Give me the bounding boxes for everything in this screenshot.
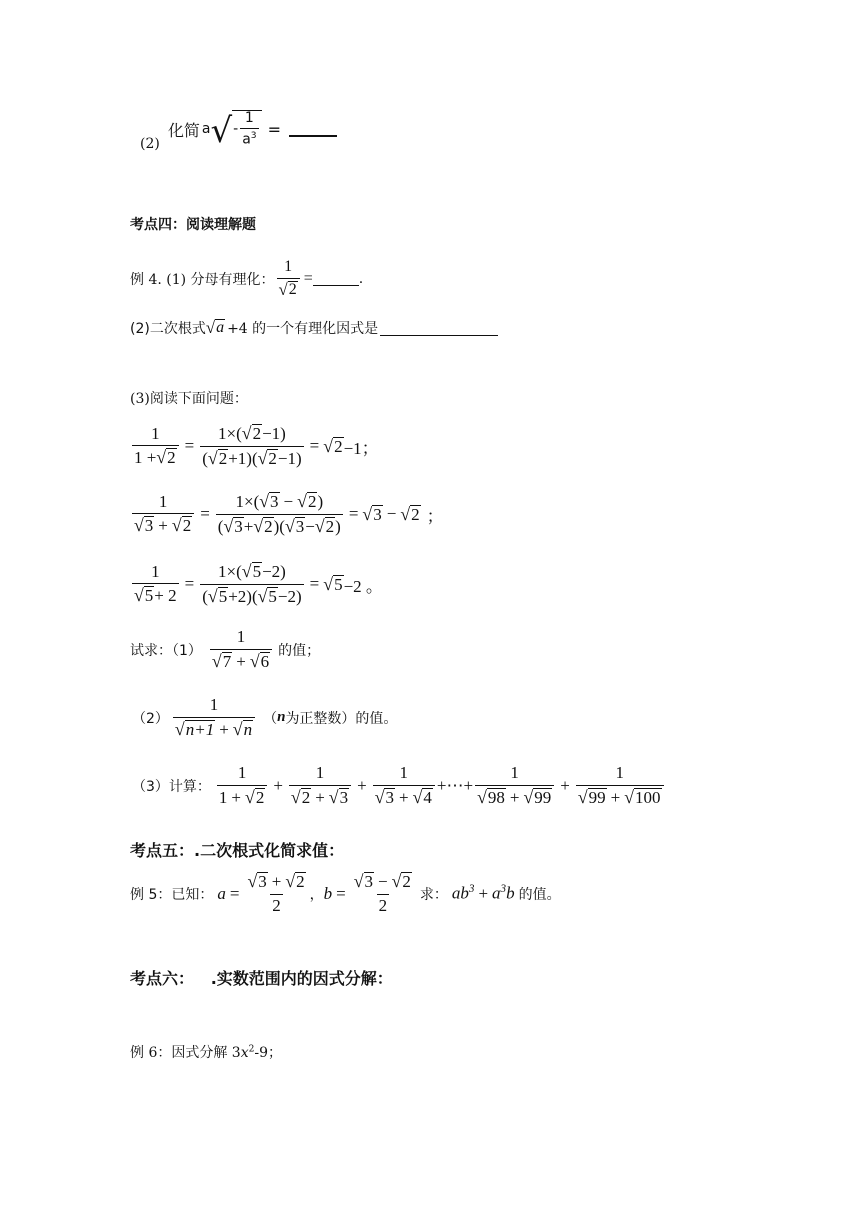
try-part-1: 试求：（1） 1 √ 7 + √ 6 的值； — [130, 627, 321, 671]
fraction-1-over-sqrt2: 1 √ 2 — [277, 258, 300, 299]
eq2-left-fraction: 1 √ 3 + √ 2 — [132, 493, 194, 536]
radical-sign: √ — [210, 111, 233, 152]
section-6-title: 考点六： .实数范围内的因式分解： — [130, 969, 393, 988]
eq3-left-fraction: 1 √ 5 + 2 — [134, 561, 177, 606]
eq1-left-fraction: 1 1 + √ 2 — [132, 425, 179, 468]
radical-expression — [210, 109, 261, 152]
sqrt-a: √ a — [205, 318, 225, 338]
answer-blank[interactable] — [289, 121, 337, 137]
sum-term-98: 1 √ 98 + √ 99 — [475, 764, 554, 807]
example-5: 例 5：已知： a = √ 3 + √ 2 2 ， b = √ 3 − √ 2 2 求： $ab^3 + a^3b$ 的值。 — [130, 871, 561, 915]
eq1-middle-fraction: 1×( √ 2 −1) ( √ 2 +1)( √ 2 −1) — [202, 423, 302, 468]
try-part-3: （3）计算： 1 1 + √ 2 + 1 √ 2 + √ 3 + 1 √ 3 + √ 4 +⋯+ 1 √ 98 + √ 99 + 1 √ 99 + √ 100 — [132, 764, 666, 807]
example-5-label: 例 5：已知： — [130, 886, 214, 903]
fraction-1-over-sqrt7-plus-sqrt6: 1 √ 7 + √ 6 — [210, 628, 272, 671]
eq2-middle-fraction: 1×( √ 3 − √ 2 ) ( √ 3 + √ 2 )( √ 3 − √ 2 ) — [217, 491, 341, 536]
example-4-part-1: 例 4. (1) 分母有理化： 1 √ 2 = . — [130, 258, 364, 299]
reading-equation-1: 1 1 + √ 2 = 1×( √ 2 −1) ( √ 2 +1)( √ 2 −1) = √ 2 −1； — [134, 423, 379, 468]
sum-term-3: 1 √ 3 + √ 4 — [373, 764, 435, 807]
example-4-part-2: (2)二次根式 √ a +4 的一个有理化因式是 — [130, 318, 498, 338]
value-of-b: √ 3 − √ 2 2 — [353, 871, 411, 915]
section-5-title: 考点五：.二次根式化简求值： — [130, 841, 345, 860]
sum-term-99: 1 √ 99 + √ 100 — [576, 764, 664, 807]
ellipsis: +⋯+ — [436, 775, 474, 795]
try-part-1-label: 试求：（1） — [130, 642, 202, 659]
example-4-part-3-label: (3)阅读下面问题： — [130, 391, 248, 407]
fraction-1-over-a3: 1 $a^3$ — [242, 109, 257, 148]
eq3-middle-fraction: 1×( √ 5 −2) ( √ 5 +2)( √ 5 −2) — [202, 561, 302, 606]
example-6: 例 6：因式分解 $3x^2-9$； — [130, 1044, 283, 1061]
sum-term-1: 1 1 + √ 2 — [217, 764, 267, 807]
reading-equation-2: 1 √ 3 + √ 2 = 1×( √ 3 − √ 2 ) ( √ 3 + √ 2 )( √ 3 − √ 2 ) = √ 3 − √ 2 ； — [134, 491, 444, 536]
example-4-part-1-label: 例 4. (1) 分母有理化： — [130, 271, 275, 288]
example-6-label: 例 6：因式分解 3 — [130, 1045, 241, 1061]
simplify-label: 化简 — [167, 120, 200, 140]
try-part-3-label: （3）计算： — [132, 778, 211, 795]
value-of-a: √ 3 + √ 2 2 — [247, 871, 305, 915]
equals-sign: = — [267, 119, 281, 139]
reading-equation-3: 1 √ 5 + 2 = 1×( √ 5 −2) ( √ 5 +2)( √ 5 −2) = √ 5 −2 。 — [134, 561, 383, 606]
try-part-2-label: （2） — [132, 710, 169, 727]
answer-blank-1[interactable] — [313, 271, 359, 286]
answer-blank-2[interactable] — [380, 321, 498, 336]
expression-ab3-plus-a3b: $ab^3 + a^3b$ — [451, 883, 515, 904]
sum-term-2: 1 √ 2 + √ 3 — [289, 764, 351, 807]
minus-sign: - — [233, 121, 239, 138]
try-part-2: （2） 1 √ n+1 + √ n （ n 为正整数）的值。 — [132, 695, 398, 739]
example-4-part-2-label: (2)二次根式 — [130, 321, 206, 337]
question-number: (2) — [140, 136, 160, 152]
question-2-simplify — [140, 106, 337, 152]
section-4-title: 考点四：阅读理解题 — [130, 217, 256, 233]
fraction-1-over-sqrtn1-plus-sqrtn: 1 √ n+1 + √ n — [173, 696, 255, 739]
variable-a: a — [201, 121, 211, 137]
